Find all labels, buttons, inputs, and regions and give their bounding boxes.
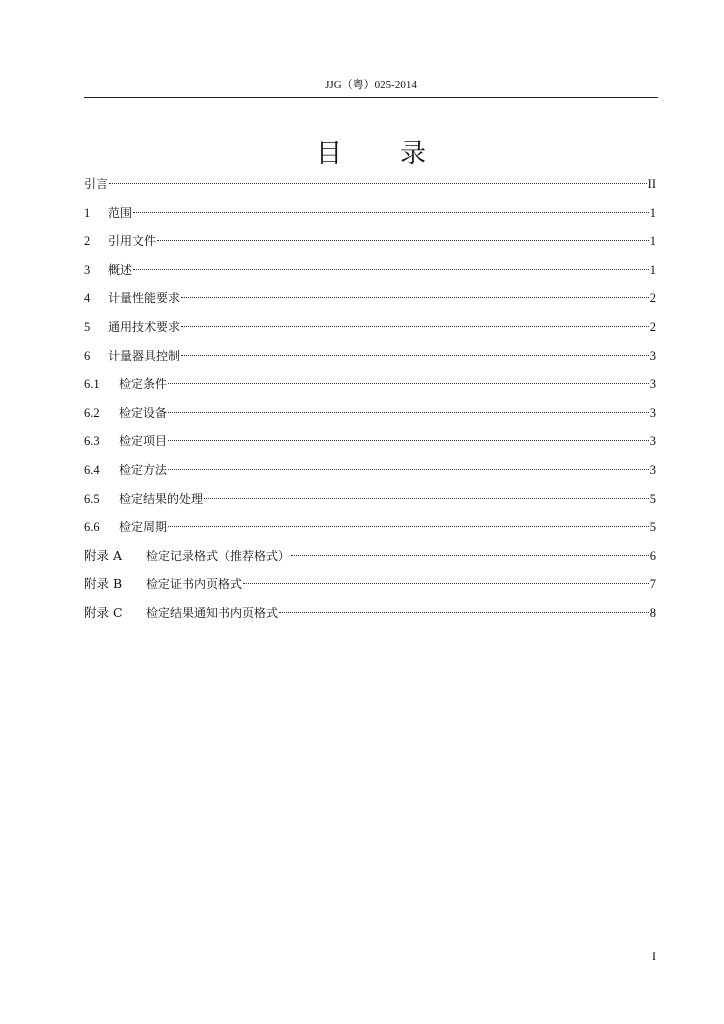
toc-entry-6-4[interactable] (84, 459, 656, 488)
toc-entry-label: 检定条件 (119, 377, 168, 392)
toc-entry-label: 引用文件 (108, 234, 157, 249)
toc-entry-label: 检定周期 (119, 520, 168, 535)
toc-entry-5[interactable] (84, 316, 656, 345)
toc-entry-number: 6 (84, 348, 91, 363)
toc-entry-number: 3 (84, 262, 91, 277)
toc-entry-page: 3 (649, 377, 656, 392)
toc-entry-1[interactable] (84, 202, 656, 231)
page-title: 目录 (315, 139, 484, 169)
toc-entry-label: 检定证书内页格式 (146, 577, 243, 592)
toc-entry-label: 引言 (84, 177, 109, 191)
toc-entry-page: 7 (649, 577, 656, 592)
toc-entry-3[interactable] (84, 259, 656, 288)
toc-entry-page: 1 (649, 262, 656, 277)
toc-entry-number: 6.6 (84, 520, 100, 535)
toc-leader (133, 212, 649, 213)
toc-entry-appendix-a[interactable] (84, 545, 656, 574)
toc-entry-6[interactable] (84, 345, 656, 374)
toc-entry-label: 概述 (108, 262, 133, 277)
toc-entry-page: 6 (649, 548, 656, 563)
running-header: JJG（粤）025-2014 (325, 79, 417, 91)
toc-leader (204, 498, 649, 499)
toc-entry-foreword[interactable] (84, 173, 656, 202)
table-of-contents (84, 173, 656, 631)
toc-entry-number: 附录 C (84, 604, 123, 620)
toc-entry-page: 2 (649, 291, 656, 306)
toc-entry-label: 通用技术要求 (108, 319, 181, 334)
toc-leader (279, 612, 649, 613)
toc-entry-2[interactable] (84, 230, 656, 259)
toc-leader (133, 269, 649, 270)
toc-entry-label: 检定记录格式（推荐格式） (146, 548, 291, 563)
toc-entry-6-5[interactable] (84, 488, 656, 517)
toc-entry-label: 计量器具控制 (108, 348, 181, 363)
toc-entry-page: 8 (649, 605, 656, 620)
toc-entry-6-3[interactable] (84, 430, 656, 459)
toc-entry-page: 1 (649, 205, 656, 220)
toc-entry-number: 6.4 (84, 462, 100, 477)
toc-entry-number: 6.3 (84, 434, 100, 449)
toc-entry-number: 附录 A (84, 547, 123, 563)
toc-leader (157, 240, 649, 241)
toc-entry-number: 1 (84, 205, 91, 220)
toc-entry-number: 6.1 (84, 377, 100, 392)
toc-entry-number: 4 (84, 291, 91, 306)
toc-entry-page: 3 (649, 348, 656, 363)
toc-leader (181, 355, 649, 356)
toc-leader (168, 469, 649, 470)
toc-entry-page: 3 (649, 462, 656, 477)
toc-entry-page: 3 (649, 405, 656, 420)
toc-entry-label: 检定结果的处理 (119, 491, 204, 506)
toc-entry-6-6[interactable] (84, 516, 656, 545)
toc-entry-page: 1 (649, 234, 656, 249)
toc-leader (243, 583, 649, 584)
toc-leader (291, 555, 649, 556)
toc-leader (168, 412, 649, 413)
page-number: I (652, 949, 656, 963)
toc-entry-number: 6.2 (84, 405, 100, 420)
toc-leader (168, 440, 649, 441)
toc-entry-4[interactable] (84, 287, 656, 316)
toc-leader (181, 297, 649, 298)
header-rule (84, 97, 658, 98)
toc-entry-number: 2 (84, 234, 91, 249)
toc-entry-label: 检定结果通知书内页格式 (146, 605, 279, 620)
toc-entry-page: 2 (649, 319, 656, 334)
toc-entry-page: 3 (649, 434, 656, 449)
toc-entry-number: 6.5 (84, 491, 100, 506)
toc-entry-number: 附录 B (84, 576, 123, 592)
toc-entry-page: 5 (649, 491, 656, 506)
toc-entry-label: 检定方法 (119, 462, 168, 477)
toc-entry-label: 检定设备 (119, 405, 168, 420)
toc-entry-page: II (647, 177, 656, 191)
toc-leader (168, 526, 649, 527)
toc-entry-appendix-c[interactable] (84, 602, 656, 631)
toc-leader (168, 383, 649, 384)
toc-entry-appendix-b[interactable] (84, 573, 656, 602)
toc-entry-page: 5 (649, 520, 656, 535)
toc-entry-label: 范围 (108, 205, 133, 220)
toc-entry-6-1[interactable] (84, 373, 656, 402)
toc-entry-6-2[interactable] (84, 402, 656, 431)
toc-leader (109, 183, 647, 184)
toc-entry-label: 计量性能要求 (108, 291, 181, 306)
toc-entry-number: 5 (84, 319, 91, 334)
toc-entry-label: 检定项目 (119, 434, 168, 449)
toc-leader (181, 326, 649, 327)
